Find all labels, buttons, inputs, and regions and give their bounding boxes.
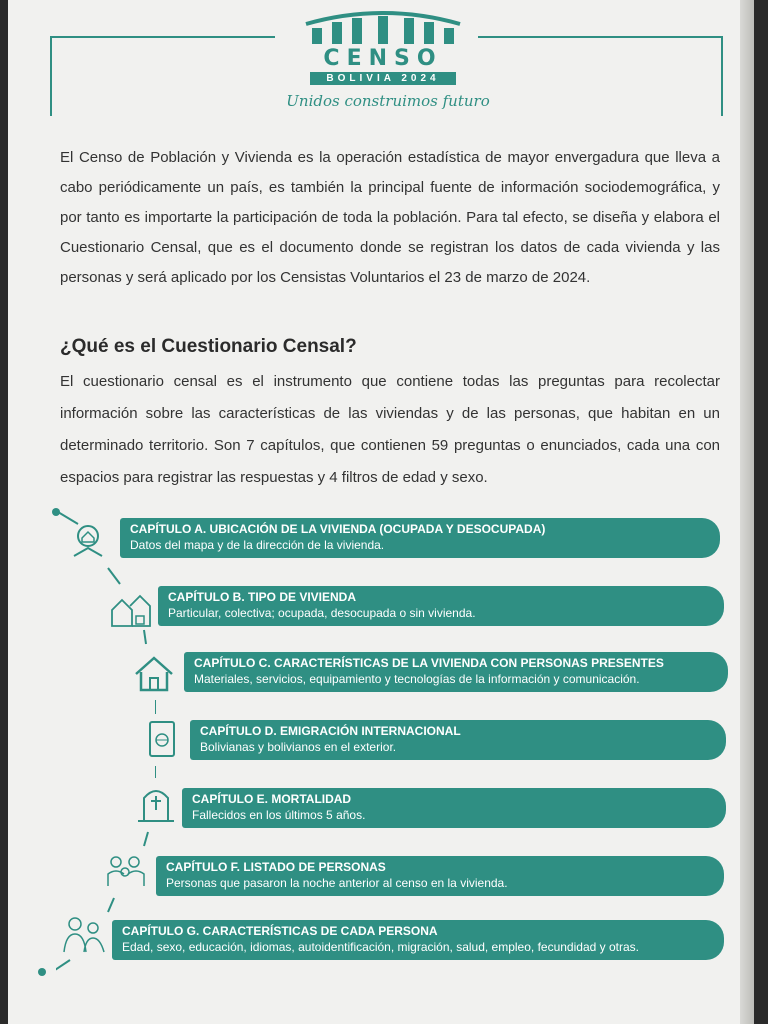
slogan: Unidos construimos futuro <box>286 92 490 110</box>
chapter-a-desc: Datos del mapa y de la dirección de la vivienda. <box>130 538 385 552</box>
chapter-e-banner <box>182 788 726 828</box>
intro-paragraph: El Censo de Población y Vivienda es la operación estadística de mayor envergadura que lleva a cabo periódicamente un país, es también la principal fuente de información sociodemográfica, y por tanto es importarte la participación de toda la población. Para tal efecto, se diseña y elabora el Cuestionario Censal, que es el documento donde se registran los datos de cada vivienda y las personas y será aplicado por los Censistas Voluntarios el 23 de marzo de 2024. <box>60 149 720 286</box>
building-icon <box>298 6 468 48</box>
chapter-a-title: CAPÍTULO A. UBICACIÓN DE LA VIVIENDA (OCUPADA Y DESOCUPADA) <box>130 522 546 536</box>
chapter-b-title: CAPÍTULO B. TIPO DE VIVIENDA <box>168 590 357 604</box>
chapter-d-banner <box>190 720 726 760</box>
chapter-e-desc: Fallecidos en los últimos 5 años. <box>192 808 366 822</box>
censo-logo <box>298 6 468 82</box>
frame-right <box>721 36 723 116</box>
section-heading: ¿Qué es el Cuestionario Censal? <box>60 336 357 357</box>
header-line-right <box>478 36 723 38</box>
persons-icon <box>62 914 106 954</box>
map-house-icon <box>66 522 110 562</box>
chapter-d-title: CAPÍTULO D. EMIGRACIÓN INTERNACIONAL <box>200 724 461 738</box>
houses-icon <box>108 590 152 630</box>
document-page <box>8 0 754 1024</box>
chapter-f-banner <box>156 856 724 896</box>
chapter-c-banner <box>184 652 728 692</box>
timeline-end-dot <box>38 968 46 976</box>
chapter-g-title: CAPÍTULO G. CARACTERÍSTICAS DE CADA PERSONA <box>122 924 438 938</box>
chapter-c-title: CAPÍTULO C. CARACTERÍSTICAS DE LA VIVIENDA CON PERSONAS PRESENTES <box>194 656 664 670</box>
chapter-g-desc: Edad, sexo, educación, idiomas, autoidentificación, migración, salud, empleo, fecundidad y otras. <box>122 940 639 954</box>
passport-icon <box>140 718 184 758</box>
chapter-g-banner <box>112 920 724 960</box>
chapter-c-desc: Materiales, servicios, equipamiento y tecnologías de la información y comunicación. <box>194 672 640 686</box>
tombstone-icon <box>134 784 178 824</box>
frame-left <box>50 36 52 116</box>
section-body: El cuestionario censal es el instrumento que contiene todas las preguntas para recolectar información sobre las características de las viviendas y de las personas, que habitan en un determinado territorio. Son 7 capítulos, que contienen 59 preguntas o enunciados, cada una con espacios para registrar las respuestas y 4 filtros de edad y sexo. <box>60 373 720 486</box>
family-icon <box>104 850 148 890</box>
house-icon <box>132 654 176 694</box>
chapter-d-desc: Bolivianas y bolivianos en el exterior. <box>200 740 397 754</box>
header-line-left <box>50 36 275 38</box>
chapter-a-banner <box>120 518 720 558</box>
logo-subtitle: BOLIVIA 2024 <box>310 72 456 85</box>
chapter-e-title: CAPÍTULO E. MORTALIDAD <box>192 792 352 806</box>
chapter-b-desc: Particular, colectiva; ocupada, desocupada o sin vivienda. <box>168 606 476 620</box>
chapter-f-desc: Personas que pasaron la noche anterior al censo en la vivienda. <box>166 876 508 890</box>
chapter-f-title: CAPÍTULO F. LISTADO DE PERSONAS <box>166 860 386 874</box>
logo-title: CENSO <box>323 46 443 71</box>
chapter-b-banner <box>158 586 724 626</box>
page-edge-shadow <box>740 0 754 1024</box>
